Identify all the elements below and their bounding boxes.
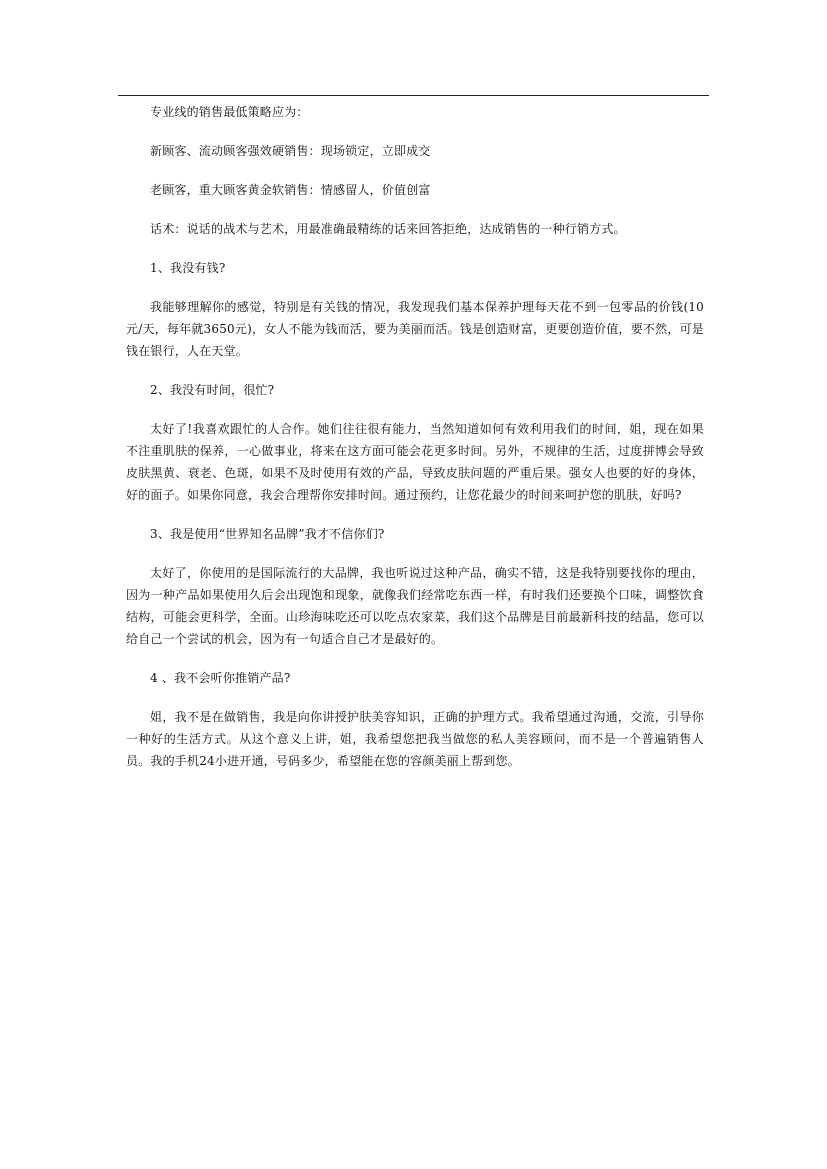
old-customer-strategy: 老顾客，重大顾客黄金软销售：情感留人，价值创富 [150, 183, 431, 197]
intro-strategy: 专业线的销售最低策略应为： [150, 105, 309, 119]
objection-1-answer: 我能够理解你的感觉，特别是有关钱的情况，我发现我们基本保养护理每天花不到一包零品的价钱(10元/天，每年就3650元)，女人不能为钱而活，要为美丽而活。钱是创造财富，更要创造价值，要不然，可是钱在银行，人在天堂。 [126, 300, 704, 358]
new-customer-strategy: 新顾客、流动顾客强效硬销售：现场锁定，立即成交 [150, 144, 431, 158]
document-body [126, 101, 704, 772]
objection-3-answer: 太好了，你使用的是国际流行的大品牌，我也听说过这种产品，确实不错，这是我特别要找你的理由，因为一种产品如果使用久后会出现饱和现象，就像我们经常吃东西一样，有时我们还要换个口味，调整饮食结构，可能会更科学，全面。山珍海味吃还可以吃点农家菜，我们这个品牌是目前最新科技的结晶，您可以给自己一个尝试的机会，因为有一句适合自己才是最好的。 [126, 566, 704, 646]
header-rule [118, 95, 709, 96]
objection-2-answer: 太好了!我喜欢跟忙的人合作。她们往往很有能力，当然知道如何有效利用我们的时间，姐，现在如果不注重肌肤的保养，一心做事业，将来在这方面可能会花更多时间。另外，不规律的生活，过度拼博会导致皮肤黑黄、衰老、色斑，如果不及时使用有效的产品，导致皮肤问题的严重后果。强女人也要的好的身体，好的面子。如果你同意，我会合理帮你安排时间。通过预约，让您花最少的时间来呵护您的肌肤，好吗? [126, 422, 704, 502]
objection-3-heading: 3、我是使用“世界知名品牌”我才不信你们? [150, 527, 385, 541]
objection-4-answer: 姐，我不是在做销售，我是向你讲授护肤美容知识，正确的护理方式。我希望通过沟通，交流，引导你一种好的生活方式。从这个意义上讲，姐，我希望您把我当做您的私人美容顾问，而不是一个普遍销售人员。我的手机24小进开通，号码多少，希望能在您的容颜美丽上帮到您。 [126, 710, 704, 768]
objection-2-heading: 2、我没有时间，很忙? [150, 383, 275, 397]
objection-4-heading: 4 、我不会听你推销产品? [150, 671, 291, 685]
objection-1-heading: 1、我没有钱? [150, 261, 226, 275]
script-definition: 话术：说话的战术与艺术，用最准确最精练的话来回答拒绝，达成销售的一种行销方式。 [150, 222, 626, 236]
